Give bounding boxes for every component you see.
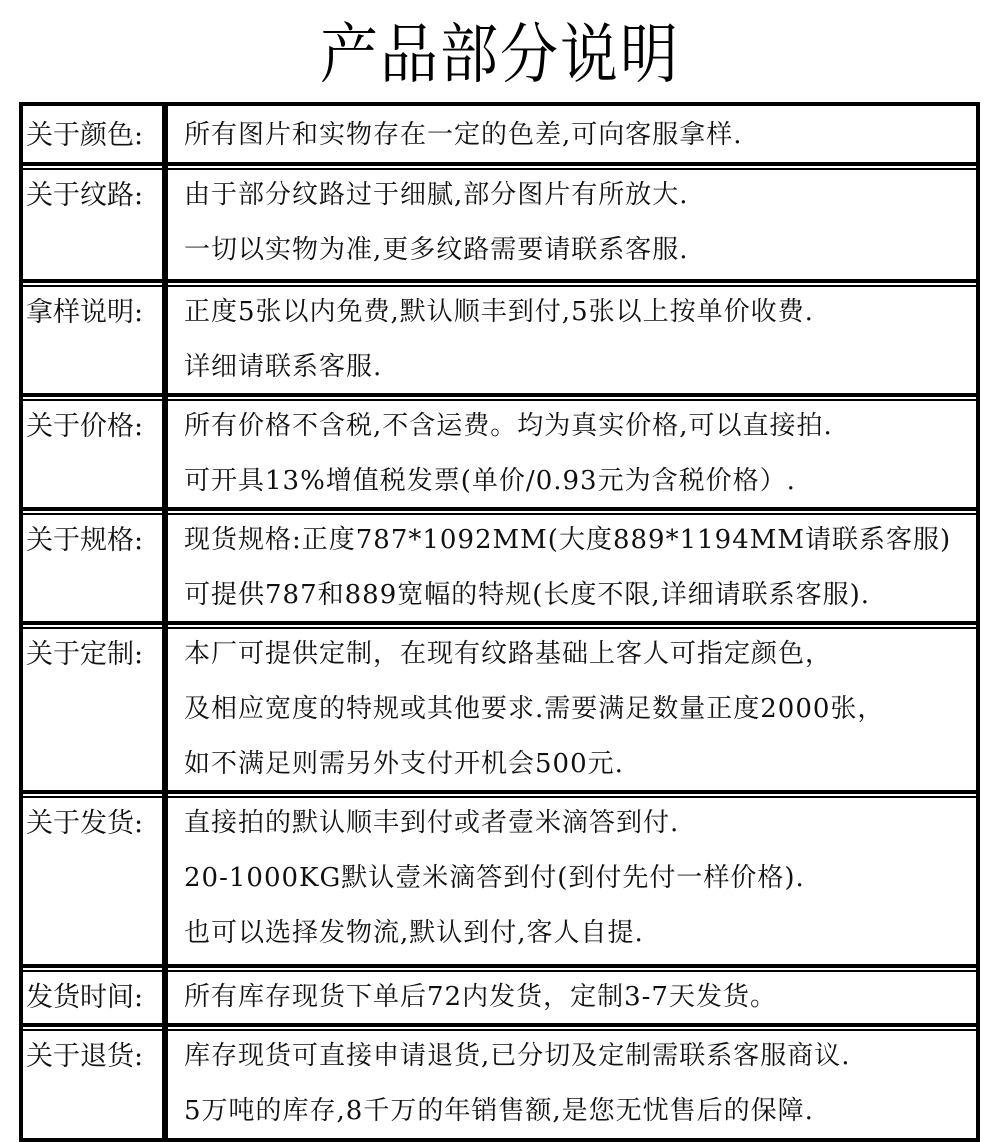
row-line: 本厂可提供定制，在现有纹路基础上客人可指定颜色，	[184, 639, 833, 669]
row-content	[168, 166, 976, 279]
row-line: 及相应宽度的特规或其他要求.需要满足数量正度2000张，	[184, 694, 885, 724]
table-row-color	[23, 106, 976, 162]
row-line: 如不满足则需另外支付开机会500元.	[184, 749, 624, 779]
table-row-ship-time	[23, 964, 976, 1023]
row-line: 一切以实物为准,更多纹路需要请联系客服.	[184, 235, 689, 265]
row-line: 5万吨的库存,8千万的年销售额,是您无忧售后的保障.	[184, 1096, 814, 1126]
row-content	[168, 968, 976, 1023]
row-label: 关于纹路:	[23, 166, 168, 279]
row-line: 现货规格:正度787*1092MM(大度889*1194MM请联系客服)	[184, 525, 952, 555]
row-label: 关于颜色:	[23, 106, 168, 162]
row-line: 也可以选择发物流,默认到付,客人自提.	[184, 918, 644, 948]
row-label: 关于价格:	[23, 397, 168, 507]
row-label: 拿样说明:	[23, 283, 168, 393]
table-row-custom	[23, 621, 976, 790]
row-line: 20-1000KG默认壹米滴答到付(到付先付一样价格).	[184, 863, 805, 893]
row-line: 直接拍的默认顺丰到付或者壹米滴答到付.	[184, 808, 680, 838]
row-line: 可开具13%增值税发票(单价/0.93元为含税价格）.	[184, 466, 796, 496]
row-line: 由于部分纹路过于细腻,部分图片有所放大.	[184, 180, 689, 210]
page-title: 产品部分说明	[319, 15, 680, 93]
info-table	[19, 102, 980, 1142]
table-row-shipping	[23, 790, 976, 964]
row-content	[168, 1027, 976, 1138]
row-label: 发货时间:	[23, 968, 168, 1023]
table-row-returns	[23, 1023, 976, 1138]
table-row-price	[23, 393, 976, 507]
row-content	[168, 397, 976, 507]
row-content	[168, 794, 976, 964]
row-content	[168, 625, 976, 790]
row-line: 可提供787和889宽幅的特规(长度不限,详细请联系客服).	[184, 580, 871, 610]
row-line: 所有库存现货下单后72内发货，定制3-7天发货。	[184, 982, 777, 1012]
row-label: 关于发货:	[23, 794, 168, 964]
table-row-spec	[23, 507, 976, 621]
row-content	[168, 283, 976, 393]
table-row-texture	[23, 162, 976, 279]
row-line: 详细请联系客服.	[184, 352, 383, 382]
row-line: 库存现货可直接申请退货,已分切及定制需联系客服商议.	[184, 1041, 851, 1071]
row-line: 正度5张以内免费,默认顺丰到付,5张以上按单价收费.	[184, 297, 814, 327]
row-label: 关于定制:	[23, 625, 168, 790]
row-content	[168, 511, 976, 621]
row-label: 关于规格:	[23, 511, 168, 621]
row-line: 所有价格不含税,不含运费。均为真实价格,可以直接拍.	[184, 411, 833, 441]
row-label: 关于退货:	[23, 1027, 168, 1138]
table-row-sample	[23, 279, 976, 393]
row-content	[168, 106, 976, 162]
row-line: 所有图片和实物存在一定的色差,可向客服拿样.	[184, 120, 743, 150]
